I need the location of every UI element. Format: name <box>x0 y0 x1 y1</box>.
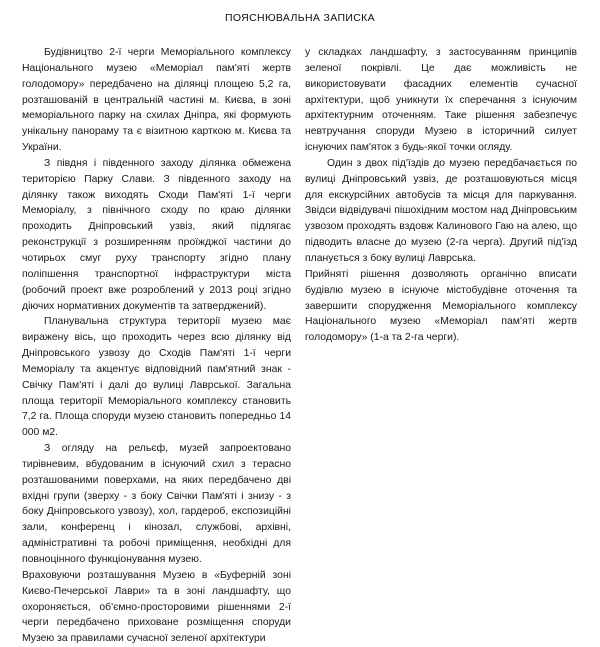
two-column-body <box>0 45 600 647</box>
paragraph: З огляду на рельєф, музей запроектовано тирівневим, вбудованим в існуючий схил з терасно розташованими поверхами, на яких передбачено дві вхідні групи (зверху - з боку Свічки Пам'яті і знизу - з боку Дніпровського узвозу), хол, гардероб, експозиційні зали, конференц і кінозал, службові, архівні, адміністративні та робочі приміщення, необхідні для повноцінного функціонування музею. <box>22 443 291 565</box>
paragraph: Прийняті рішення дозволяють органічно вписати будівлю музею в існуюче містобудівне оточення та завершити спорудження Меморіального комплексу Національного музею «Меморіал пам'яті жертв голодомору» (1-а та 2-га черги). <box>305 268 577 344</box>
paragraph: Один з двох під'їздів до музею передбачається по вулиці Дніпровський узвіз, де розташовуються місця для екскурсійних автобусів та місця для паркування. Звідси відвідувачі пішохідним мостом над Дніпровським узвозом проходять вздовж Калинового Гаю на алею, що підводить власне до музею (2-га черга). Другий під'їзд планується з боку вулиці Лаврська. <box>305 157 577 264</box>
paragraph: Враховуючи розташування Музею в «Буферній зоні Києво-Печерської Лаври» та в зоні ландшафту, що охороняється, об'ємно-просторовими рішеннями 2-ї черги передбачено приховане розміщення споруди Музею за правилами сучасної зеленої архітектури <box>22 569 291 645</box>
paragraph: Будівництво 2-ї черги Меморіального комплексу Національного музею «Меморіал пам'яті жертв голодомору» передбачено на ділянці площею 5,2 га, розташованій в центральній частині м. Києва, в зоні меморіального парку на схилах Дніпра, які формують унікальну панораму та є візитною карткою м. Києва та України. <box>22 47 291 154</box>
column-left <box>0 45 300 647</box>
paragraph: Планувальна структура території музею має виражену вісь, що проходить через всю ділянку від Дніпровського узвозу до Сходів Пам'яті 1-ї черги Меморіалу та акцентує відповідний пам'ятний знак - Свічку Пам'яті і далі до вулиці Лаврської. Загальна площа території Меморіального комплексу становить 7,2 га. Площа споруди музею становить попередньо 14 000 м2. <box>22 316 291 439</box>
paragraph: у складках ландшафту, з застосуванням принципів зеленої покрівлі. Це дає можливість не використовувати фасадних елементів сучасної архітектури, щоб уникнути їх сперечання з існуючим архітектурним оточенням. Таке рішення забезпечує невтручання споруди Музею в історичний силует існуючих пам'яток з будь-якої точки огляду. <box>305 47 577 154</box>
paragraph: З півдня і південного заходу ділянка обмежена територією Парку Слави. З південного заходу на ділянку також виходять Сходи Пам'яті 1-ї черги Меморіалу, з північного сходу по краю ділянки проходить Дніпровський узвіз, який підлягає реконструкції з розширенням проїжджої частини до чотирьох смуг руху транспорту згідно плану поліпшення транспортної інфраструктури міста (робочий проект вже розроблений у 2013 році згідно діючих нормативних документів та затверджений). <box>22 157 291 312</box>
column-right <box>300 45 600 647</box>
page-title: ПОЯСНЮВАЛЬНА ЗАПИСКА <box>224 12 376 24</box>
